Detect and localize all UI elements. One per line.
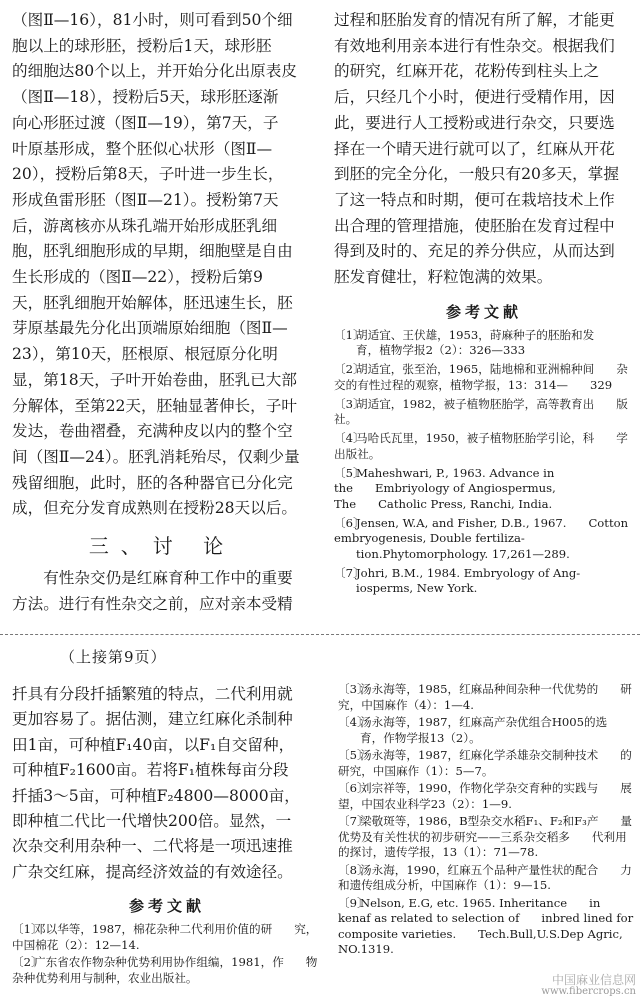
text-line: 方法。进行有性杂交之前，应对亲本受精 [12,594,293,613]
text-line: 发达，卷曲褶叠，充满种皮以内的整个空 [12,422,293,441]
reference-number: 〔7〕 [338,814,369,828]
reference-text: 汤永海，1990，红麻五个品种产量性状的配合 [360,862,599,877]
reference-number: 〔1〕 [12,922,43,937]
text-line: 的细胞达80个以上，并开始分化出原表皮 [12,62,297,81]
reference-line: 的研究，中国麻作（1）：5—7。 [338,748,632,778]
reference-line: 育，作物学报13（2）。 [360,730,481,745]
reference-line: Embriyology of Angiospermus, The [334,481,556,511]
reference-line [338,781,598,795]
reference-text: Maheshwari, P., 1963. Advance in the [334,465,555,496]
reference-line [12,922,272,936]
reference-line: 杂交的有性过程的观察，植物学报，13：314— [334,362,628,392]
section-heading: 三、讨 论 [88,534,236,559]
reference-number: 〔6〕 [338,781,369,795]
reference-line [334,516,566,530]
bottom-right-column [338,682,636,960]
body-text [12,682,322,885]
reference-text: 邓以华等，1987，棉花杂种二代利用价值的研 [34,922,273,937]
reference-line: 育，植物学报2（2）：326—333 [356,343,526,358]
reference-line [334,431,594,445]
body-text [334,8,634,291]
reference-number: 〔6〕 [334,515,365,530]
reference-line: 代利用的探讨，遗传学报，13（1）：71—78. [338,829,627,859]
reference-item [334,431,634,462]
reference-item [338,814,636,861]
reference-item [12,955,322,986]
reference-text: 胡适宜、王伏雄，1953，莳麻种子的胚胎和发 [356,327,595,342]
reference-item [334,397,634,428]
reference-line [338,896,567,910]
reference-text: 胡适宜，张至治，1965，陆地棉和亚洲棉种间 [356,362,595,377]
continued-from-note: （上接第9页） [60,648,167,666]
reference-item [338,896,636,958]
reference-list [338,682,636,958]
reference-text: 胡适宜，1982，被子植物胚胎学，高等教育出 [356,396,595,411]
reference-line: Tech.Bull,U.S.Dep Agric, NO.1319. [338,926,623,956]
reference-text: 马哈氏瓦里，1950，被子植物胚胎学引论，科 [356,431,595,446]
reference-number: 〔9〕 [338,895,369,910]
reference-line: 展望，中国农业科学23（2）：1—9. [338,781,632,811]
text-line: 显，第18天，子叶开始卷曲，胚乳已大部 [12,370,297,389]
text-line: 即种植二代比一代增快200倍。显然，一 [12,812,292,831]
reference-line: 版社。 [334,396,628,427]
reference-line: 研究，中国麻作（4）：1—4. [338,682,632,712]
text-line: 成，但充分发育成熟则在授粉28天以后。 [12,499,297,518]
reference-line [12,955,284,969]
reference-number: 〔5〕 [334,465,365,480]
reference-item [338,715,636,746]
reference-line: 量优势及有关性状的初步研究——三系杂交稻多 [338,814,633,844]
reference-number: 〔3〕 [338,682,369,696]
reference-line [334,397,594,411]
discussion-text [12,566,312,617]
top-left-column [12,8,312,617]
reference-line [334,566,580,580]
top-right-column [334,8,634,600]
reference-line [338,682,598,696]
text-line: 残留细胞，此时，胚的各种器官已分化完 [12,473,293,492]
reference-line: iosperms, New York. [356,581,478,596]
references-heading: 参考文献 [445,302,522,321]
reference-number: 〔2〕 [12,955,43,970]
reference-text: Johri, B.M., 1984. Embryology of Ang- [356,565,581,580]
reference-line [338,863,598,877]
text-line: 次杂交利用杂种一、二代将是一项迅速推 [12,837,293,856]
section-divider [0,634,640,636]
text-line: 有效地利用亲本进行有性杂交。根据我们 [334,36,615,55]
text-line: 后，游离核亦从珠孔端开始形成胚乳细 [12,216,278,235]
reference-number: 〔3〕 [334,396,365,411]
reference-item [334,466,634,513]
bottom-left-column [12,682,322,988]
text-line: 此，要进行人工授粉或进行杂交，只要选 [334,113,615,132]
reference-text: 梁敬斑等，1986，B型杂交水稻F₁、F₂和F₃产 [360,814,599,828]
text-line: 得到及时的、充足的养分供应，从而达到 [334,242,615,261]
text-line: 分解体，至第22天，胚轴显著伸长，子叶 [12,396,297,415]
watermark [541,974,636,998]
reference-text: 广东省农作物杂种优势利用协作组编，1981，作 [34,955,284,970]
text-line: 过程和胚胎发育的情况有所了解，才能更 [334,11,615,29]
reference-item [334,328,634,359]
reference-item [338,863,636,894]
reference-list [12,922,322,986]
reference-number: 〔8〕 [338,862,369,877]
watermark-title: 中国麻业信息网 [551,973,636,987]
text-line: 形成鱼雷形胚（图Ⅱ—21）。授粉第7天 [12,190,279,209]
text-line: 田1亩，可种植F₁40亩，以F₁自交留种， [12,735,295,754]
reference-item [338,682,636,713]
reference-text: 汤永海等，1985，红麻品种间杂种一代优势的 [360,682,599,696]
reference-text: Jensen, W.A, and Fisher, D.B., 1967. [356,515,567,530]
reference-list [334,328,634,597]
reference-line: 力和遗传组成分析，中国麻作（1）：9—15. [338,862,632,892]
text-line: （图Ⅱ—18），授粉后5天，球形胚逐渐 [12,88,279,107]
reference-number: 〔2〕 [334,362,365,377]
reference-number: 〔4〕 [338,715,369,729]
text-line: 胞，胚乳细胞形成的早期，细胞壁是自由 [12,242,293,261]
reference-line: in kenaf as related to selection of [338,895,601,925]
text-line: 择在一个晴天进行就可以了，红麻从开花 [334,139,615,158]
reference-item [334,566,634,597]
text-line: （图Ⅱ—16），81小时，则可看到50个细 [12,11,293,29]
text-line: 了这一特点和时期，便可在栽培技术上作 [334,190,615,209]
reference-line: 究，中国棉花（2）：12—14. [12,922,318,952]
text-line: 后，只经几个小时，便进行受精作用，因 [334,88,615,107]
reference-item [12,922,322,953]
reference-text: 汤永海等，1987，红麻高产杂优组合H005的选 [360,715,608,729]
reference-item [334,362,634,393]
text-line: 扦插3～5亩，可种植F₂4800—8000亩， [12,786,300,805]
reference-line: 学出版社。 [334,431,628,461]
reference-line [338,748,598,762]
text-line: 扦具有分段扦插繁殖的特点，二代利用就 [12,685,293,703]
text-line: 生长形成的（图Ⅱ—22），授粉后第9 [12,268,263,287]
text-line: 叶原基形成，整个胚似心状形（图Ⅱ— [12,139,273,158]
reference-number: 〔4〕 [334,431,365,446]
text-line: 到胚的完全分化，一般只有20多天，掌握 [334,165,619,184]
reference-line: Catholic Press, Ranchi, India. [378,496,553,511]
text-line: 23），第10天，胚根原、根冠原分化明 [12,345,278,364]
text-line: 胞以上的球形胚，授粉后1天，球形胚 [12,36,272,55]
reference-line [334,362,594,376]
references-heading: 参考文献 [128,897,205,916]
text-line: 有性杂交仍是红麻育种工作中的重要 [12,569,293,588]
text-line: 天，胚乳细胞开始解体，胚迅速生长，胚 [12,293,293,312]
watermark-url: www.fibercrops.cn [541,986,636,997]
reference-number: 〔1〕 [334,327,365,342]
reference-text: 汤永海等，1987，红麻化学杀雄杂交制种技术 [360,748,599,762]
reference-line: 物杂种优势利用与制种，农业出版社。 [12,955,318,985]
reference-line [338,814,598,828]
reference-text: Nelson, E.G, etc. 1965. Inheritance [360,895,568,910]
reference-item [338,781,636,812]
reference-line: tion.Phytomorphology. 17,261—289. [356,546,570,561]
text-line: 更加容易了。据估测，建立红麻化杀制种 [12,710,293,729]
reference-line: Cotton embryogenesis, Double fertiliza- [334,515,629,546]
text-line: 广杂交红麻，提高经济效益的有效途径。 [12,862,293,881]
reference-line: 329 [589,377,613,392]
text-line: 向心形胚过渡（图Ⅱ—19），第7天，子 [12,113,279,132]
text-line: 20），授粉后第8天，子叶进一步生长， [12,165,284,184]
reference-line [334,328,594,342]
reference-line [338,715,607,729]
reference-line: inbred lined for composite varieties. [338,911,634,941]
text-line: 出合理的管理措施，使胚胎在发育过程中 [334,216,615,235]
body-text [12,8,312,522]
text-line: 间（图Ⅱ—24）。胚乳消耗殆尽，仅剩少量 [12,447,300,466]
reference-text: 刘宗祥等，1990，作物化学杂交育种的实践与 [360,781,599,795]
text-line: 可种植F₂1600亩。若将F₁植株每亩分段 [12,761,289,780]
reference-item [334,516,634,563]
text-line: 芽原基最先分化出顶端原始细胞（图Ⅱ— [12,319,288,338]
reference-item [338,748,636,779]
reference-number: 〔5〕 [338,748,369,762]
text-line: 胚发育健壮，籽粒饱满的效果。 [334,268,553,287]
reference-number: 〔7〕 [334,565,365,580]
text-line: 的研究，红麻开花，花粉传到柱头上之 [334,62,600,81]
